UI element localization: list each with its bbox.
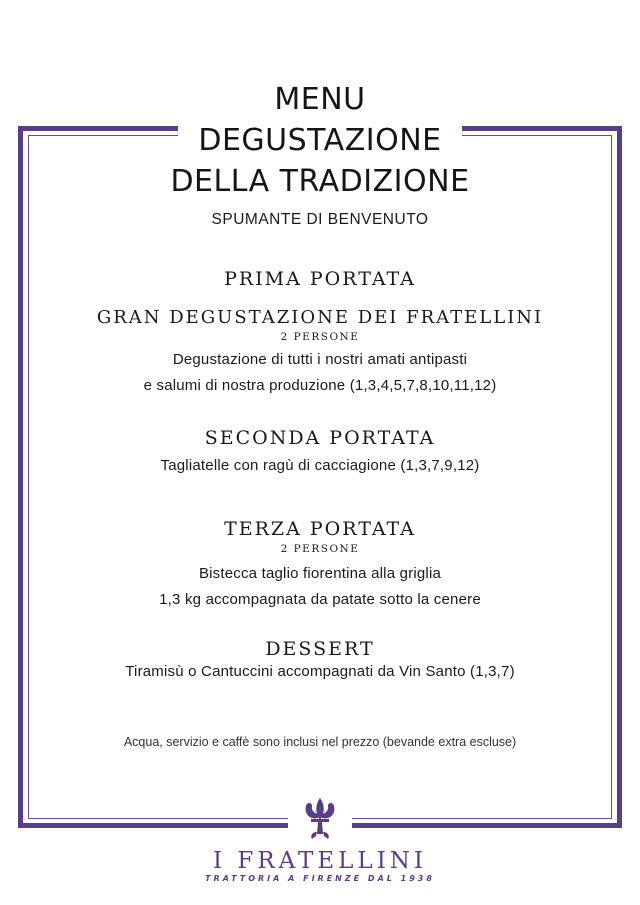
price-note: Acqua, servizio e caffè sono inclusi nel prezzo (bevande extra escluse) bbox=[123, 735, 517, 749]
course-heading-seconda: SECONDA PORTATA bbox=[204, 427, 436, 449]
menu-border-inner bbox=[28, 135, 612, 819]
fleur-de-lis-icon bbox=[300, 796, 340, 840]
persons-label-prima: 2 PERSONE bbox=[280, 331, 360, 343]
course-heading-prima: PRIMA PORTATA bbox=[224, 268, 416, 290]
persons-label-terza: 2 PERSONE bbox=[280, 543, 360, 555]
menu-title-line-2: DEGUSTAZIONE bbox=[198, 123, 442, 158]
menu-title-line-1: MENU bbox=[274, 82, 366, 117]
menu-title-line-3: DELLA TRADIZIONE bbox=[170, 164, 470, 199]
course-heading-terza: TERZA PORTATA bbox=[224, 518, 416, 540]
course-prima-line-1: Degustazione di tutti i nostri amati antipasti bbox=[172, 351, 468, 368]
course-terza-line-2: 1,3 kg accompagnata da patate sotto la cenere bbox=[159, 591, 481, 608]
course-prima-line-2: e salumi di nostra produzione (1,3,4,5,7,8,10,11,12) bbox=[143, 377, 497, 394]
brand-name: I FRATELLINI bbox=[213, 848, 427, 874]
course-dessert-line-1: Tiramisù o Cantuccini accompagnati da Vin Santo (1,3,7) bbox=[125, 663, 515, 680]
course-heading-dessert: DESSERT bbox=[265, 638, 375, 660]
dish-title-gran-degustazione: GRAN DEGUSTAZIONE DEI FRATELLINI bbox=[96, 307, 544, 328]
course-seconda-line-1: Tagliatelle con ragù di cacciagione (1,3,7,9,12) bbox=[160, 457, 480, 474]
course-terza-line-1: Bistecca taglio fiorentina alla griglia bbox=[198, 565, 442, 582]
brand-tagline: TRATTORIA A FIRENZE DAL 1938 bbox=[205, 874, 435, 883]
welcome-drink: SPUMANTE DI BENVENUTO bbox=[211, 211, 429, 228]
